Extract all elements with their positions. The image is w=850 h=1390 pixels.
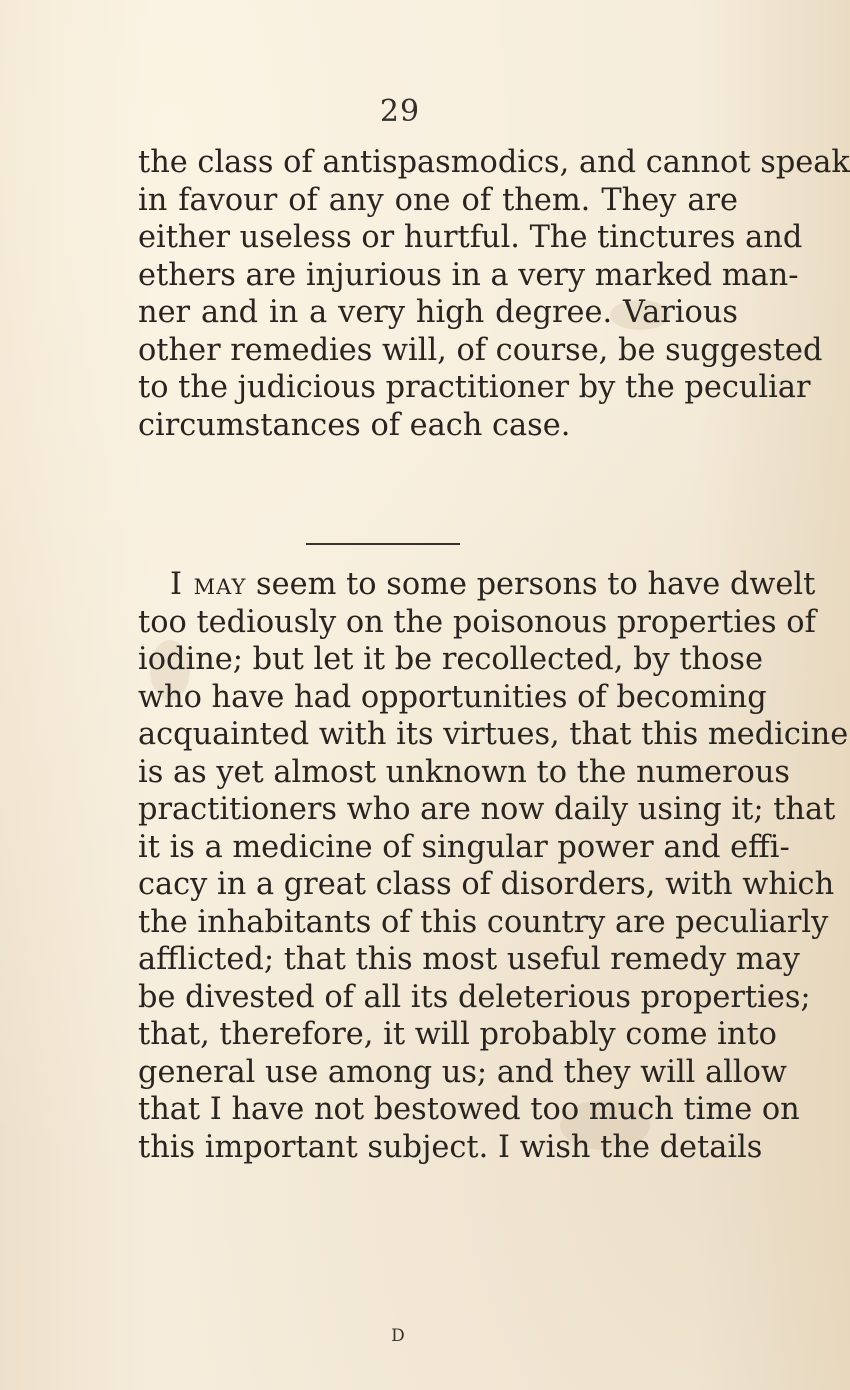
text-line: ethers are injurious in a very marked man- <box>138 257 799 293</box>
text-line: in favour of any one of them. They are <box>138 182 738 218</box>
text-line-first <box>138 566 816 604</box>
text-line: be divested of all its deleterious properties; <box>138 979 811 1015</box>
text-line: is as yet almost unknown to the numerous <box>138 754 791 790</box>
text-line: that I have not bestowed too much time on <box>138 1092 800 1127</box>
text-line: other remedies will, of course, be suggested <box>138 332 823 368</box>
text-line: this important subject. I wish the details <box>138 1129 763 1165</box>
text-line: iodine; but let it be recollected, by those <box>138 642 764 677</box>
text-line: too tediously on the poisonous properties of <box>138 604 816 640</box>
text-line: cacy in a great class of disorders, with which <box>138 867 835 902</box>
text-line: that, therefore, it will probably come into <box>138 1017 777 1052</box>
text-line: general use among us; and they will allow <box>138 1054 787 1090</box>
first-line-rest: seem to some persons to have dwelt <box>246 567 816 602</box>
text-line: to the judicious practitioner by the peculiar <box>138 370 811 405</box>
lead-words: I may <box>170 567 247 602</box>
signature-mark: D <box>391 1326 405 1346</box>
text-line: afflicted; that this most useful remedy may <box>138 942 800 977</box>
text-line: it is a medicine of singular power and effi- <box>138 829 790 865</box>
text-line: practitioners who are now daily using it; that <box>138 792 836 827</box>
text-line: either useless or hurtful. The tinctures and <box>138 220 803 255</box>
text-line: acquainted with its virtues, that this medicine <box>138 717 849 752</box>
text-line: ner and in a very high degree. Various <box>138 295 738 330</box>
text-line: who have had opportunities of becoming <box>138 679 767 715</box>
text-line: the inhabitants of this country are peculiarly <box>138 904 829 940</box>
text-line: the class of antispasmodics, and cannot speak <box>138 145 850 180</box>
section-divider <box>306 543 460 545</box>
page-number: 29 <box>379 94 421 129</box>
paragraph-2 <box>138 566 849 1166</box>
paragraph-1 <box>138 144 850 444</box>
text-line: circumstances of each case. <box>138 407 571 443</box>
